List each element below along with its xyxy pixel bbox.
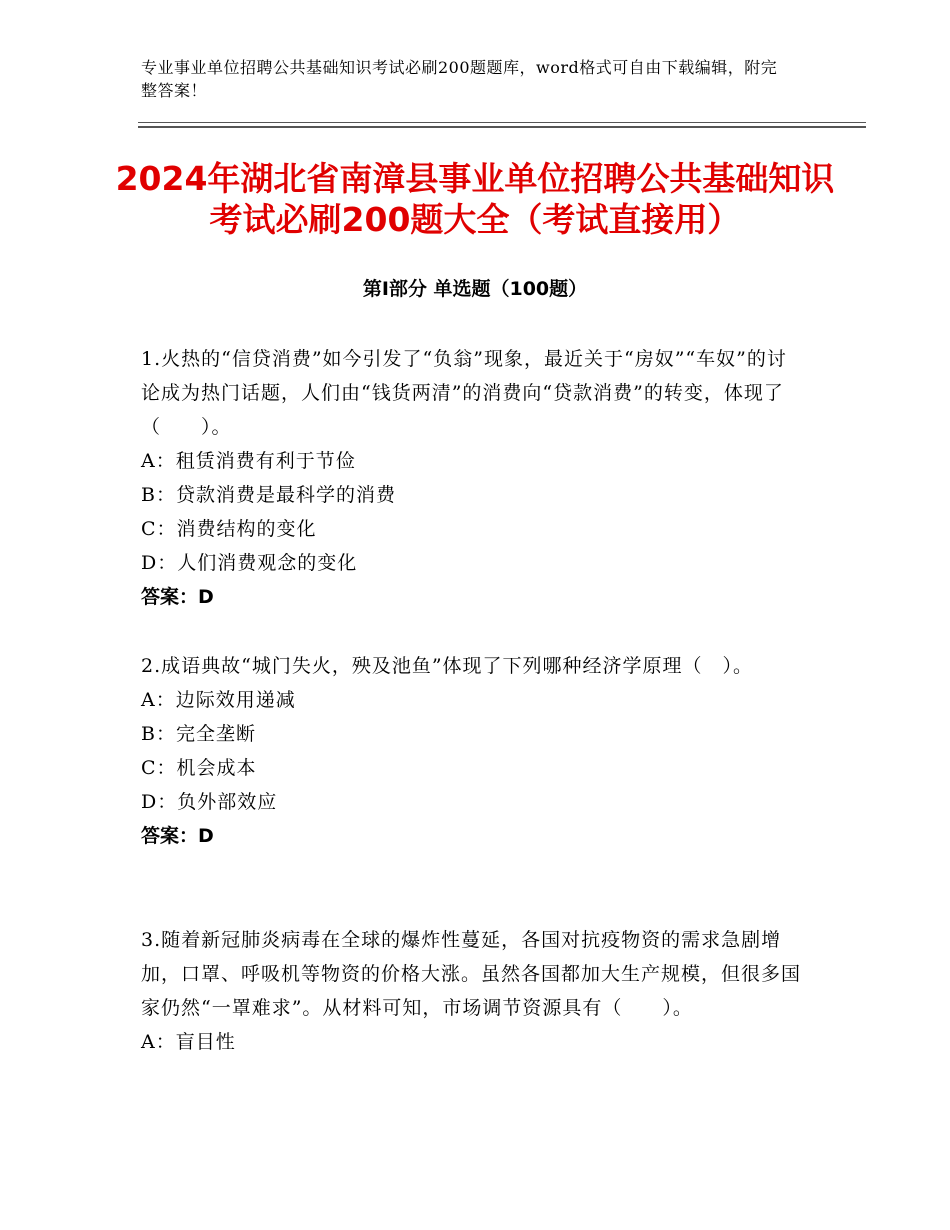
option-a: A：边际效用递减 [141, 689, 296, 711]
option-a: A：租赁消费有利于节俭 [141, 450, 356, 472]
option-a: A：盲目性 [141, 1031, 236, 1053]
option-b: B：完全垄断 [141, 723, 256, 745]
header-divider-thick [138, 126, 866, 128]
header-note: 专业事业单位招聘公共基础知识考试必刷200题题库，word格式可自由下载编辑，附完整答案！ [141, 58, 778, 100]
header-divider-thin [138, 122, 866, 123]
question-stem: 2.成语典故“城门失火，殃及池鱼”体现了下列哪种经济学原理（ ）。 [141, 655, 754, 677]
question-stem: 3.随着新冠肺炎病毒在全球的爆炸性蔓延，各国对抗疫物资的需求急剧增加，口罩、呼吸机等物资的价格大涨。虽然各国都加大生产规模，但很多国家仍然“一罩难求”。从材料可知，市场调节资源具有（ ）。 [141, 929, 802, 1019]
answer: 答案：D [141, 825, 214, 847]
option-d: D：负外部效应 [141, 791, 278, 813]
option-d: D：人们消费观念的变化 [141, 552, 358, 574]
option-c: C：机会成本 [141, 757, 257, 779]
answer: 答案：D [141, 586, 214, 608]
option-b: B：贷款消费是最科学的消费 [141, 484, 396, 506]
question-stem: 1.火热的“信贷消费”如今引发了“负翁”现象，最近关于“房奴”“车奴”的讨论成为热门话题，人们由“钱货两清”的消费向“贷款消费”的转变，体现了（ ）。 [141, 348, 787, 438]
question-3 [141, 923, 801, 1059]
section-title: 第Ⅰ部分 单选题（100题） [362, 278, 588, 300]
question-1 [141, 342, 801, 614]
document-title: 2024年湖北省南漳县事业单位招聘公共基础知识考试必刷200题大全（考试直接用） [115, 159, 835, 239]
option-c: C：消费结构的变化 [141, 518, 317, 540]
question-2 [141, 649, 801, 853]
